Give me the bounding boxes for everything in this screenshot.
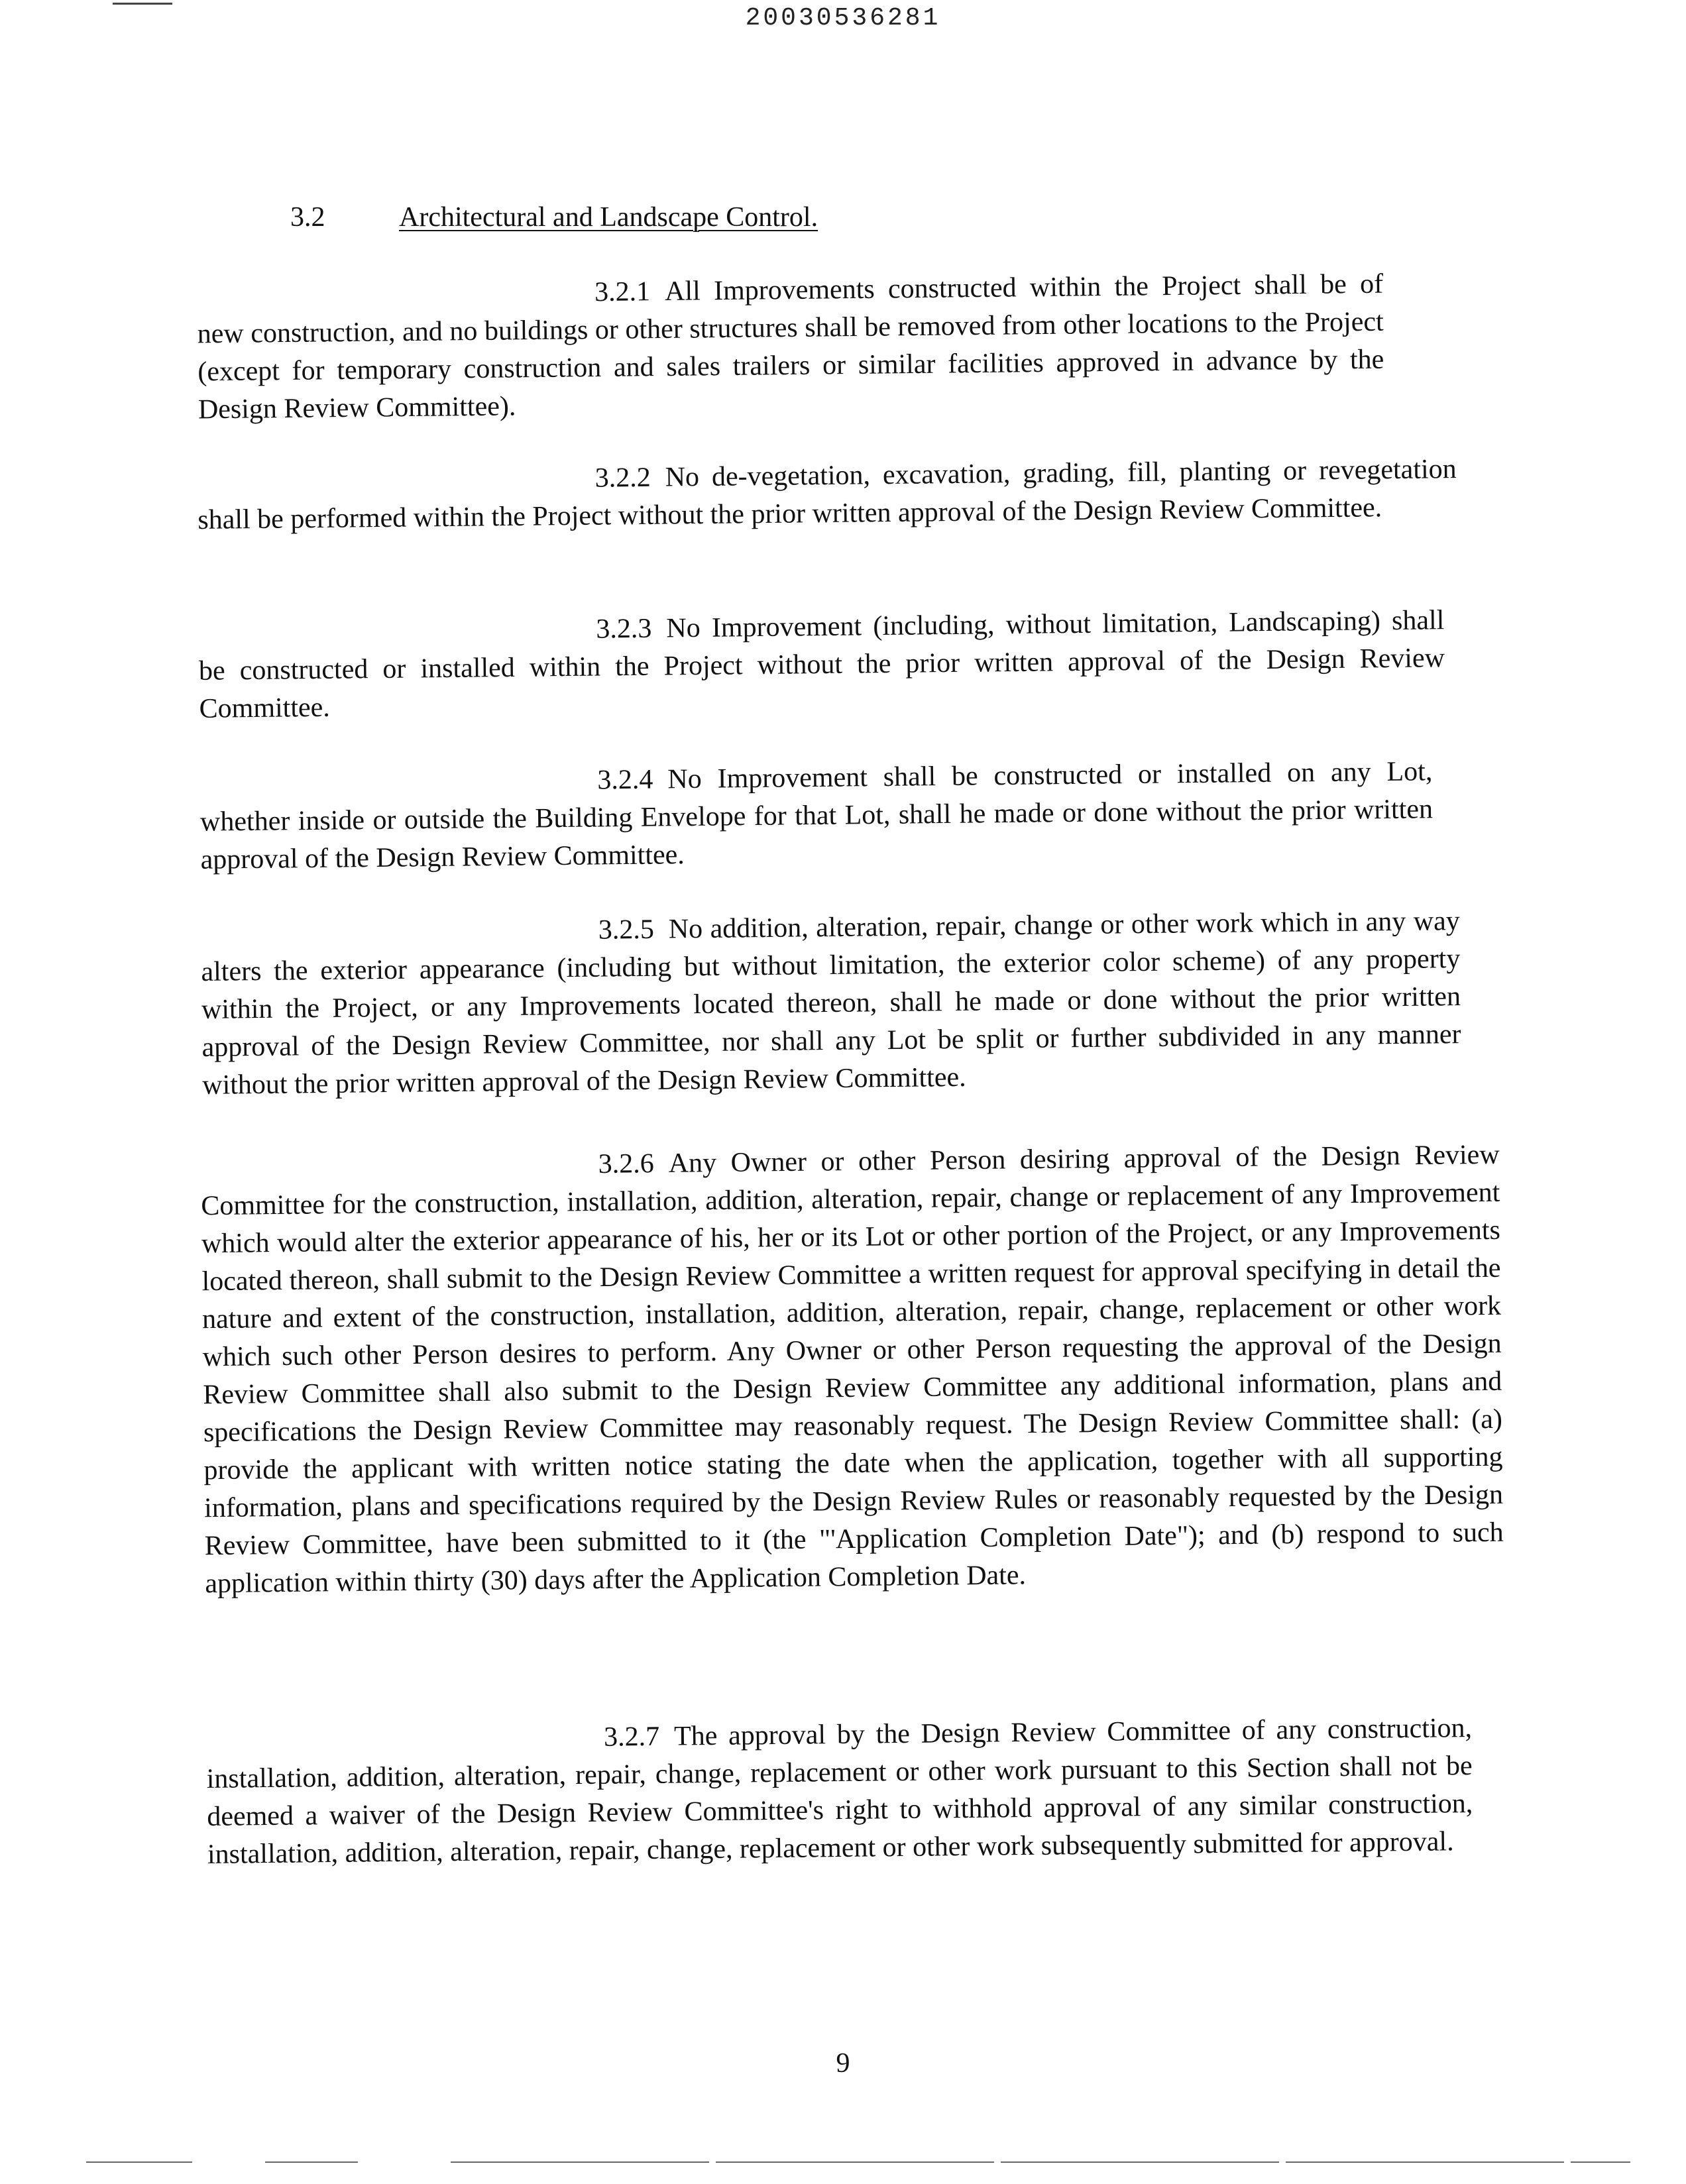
- paragraph-3-2-5: [201, 902, 1462, 1105]
- section-title: Architectural and Landscape Control.: [399, 202, 818, 233]
- paragraph-text: No Improvement (including, without limitation, Landscaping) shall be constructed or installed within the Project without the prior written approval of the Design Review Committee.: [198, 605, 1445, 724]
- paragraph-3-2-3: [198, 602, 1445, 728]
- paragraph-text: No de-vegetation, excavation, grading, fill, planting or revegetation shall be performed within the Project without the prior written approval of the Design Review Committee.: [197, 454, 1457, 535]
- paragraph-text: Any Owner or other Person desiring approval of the Design Review Committee for the construction, installation, addition, alteration, repair, change or replacement of any Improvement which would alter the exterior appearance of his, her or its Lot or other portion of the Project, or any Improvements located thereon, shall submit to the Design Review Committee a written request for approval specifying in detail the nature and extent of the construction, installation, addition, alteration, repair, change, replacement or other work which such other Person desires to perform. Any Owner or other Person requesting the approval of the Design Review Committee shall also submit to the Design Review Committee any additional information, plans and specifications the Design Review Committee may reasonably request. The Design Review Committee shall: (a) provide the applicant with written notice stating the date when the application, together with all supporting information, plans and specifications required by the Design Review Rules or reasonably requested by the Design Review Committee, have been submitted to it (the "'Application Completion Date"); and (b) respond to such application within thirty (30) days after the Application Completion Date.: [201, 1139, 1504, 1600]
- paragraph-text: The approval by the Design Review Committee of any construction, installation, addition, alteration, repair, change, replacement or other work pursuant to this Section shall not be deemed a waiver of the Design Review Committee's right to withhold approval of any similar construction, installation, addition, alteration, repair, change, replacement or other work subsequently submitted for approval.: [206, 1713, 1473, 1870]
- paragraph-3-2-4: [199, 753, 1433, 879]
- paragraph-number: 3.2.6: [598, 1148, 654, 1179]
- paragraph-3-2-2: [197, 451, 1457, 539]
- paragraph-number: 3.2.4: [597, 764, 653, 796]
- paragraph-3-2-7: [206, 1710, 1473, 1874]
- footer-scan-rule: [1001, 2161, 1279, 2163]
- paragraph-3-2-6: [200, 1136, 1504, 1603]
- paragraph-text: All Improvements constructed within the Project shall be of new construction, and no buildings or other structures shall be removed from other locations to the Project (except for temporary construction and sales trailers or similar facilities approved in advance by the Design Review Committee).: [197, 268, 1384, 425]
- footer-scan-rule: [451, 2161, 709, 2163]
- paragraph-text: No Improvement shall be constructed or installed on any Lot, whether inside or outside the Building Envelope for that Lot, shall he made or done without the prior written approval of the Design Review Committee.: [199, 756, 1433, 875]
- footer-scan-rule: [265, 2161, 358, 2163]
- paragraph-number: 3.2.7: [603, 1721, 660, 1753]
- section-number: 3.2: [290, 202, 325, 233]
- footer-scan-rule: [716, 2161, 994, 2163]
- paragraph-number: 3.2.2: [594, 462, 651, 494]
- paragraph-number: 3.2.1: [594, 276, 651, 308]
- paragraph-number: 3.2.3: [596, 613, 652, 645]
- section-heading: [290, 199, 818, 236]
- paragraph-3-2-1: [197, 266, 1384, 429]
- footer-scan-rule: [86, 2161, 192, 2163]
- paragraph-number: 3.2.5: [598, 914, 655, 946]
- footer-scan-rule: [1286, 2161, 1564, 2163]
- document-id-number: 20030536281: [745, 4, 941, 32]
- footer-scan-rule: [1571, 2161, 1630, 2163]
- paragraph-text: No addition, alteration, repair, change or other work which in any way alters the exterior appearance (including but without limitation, the exterior color scheme) of any property within the Project, or any Improvements located thereon, shall he made or done without the prior written approval of the Design Review Committee, nor shall any Lot be split or further subdivided in any manner without the prior written approval of the Design Review Committee.: [201, 906, 1461, 1101]
- page-number: 9: [836, 2048, 850, 2079]
